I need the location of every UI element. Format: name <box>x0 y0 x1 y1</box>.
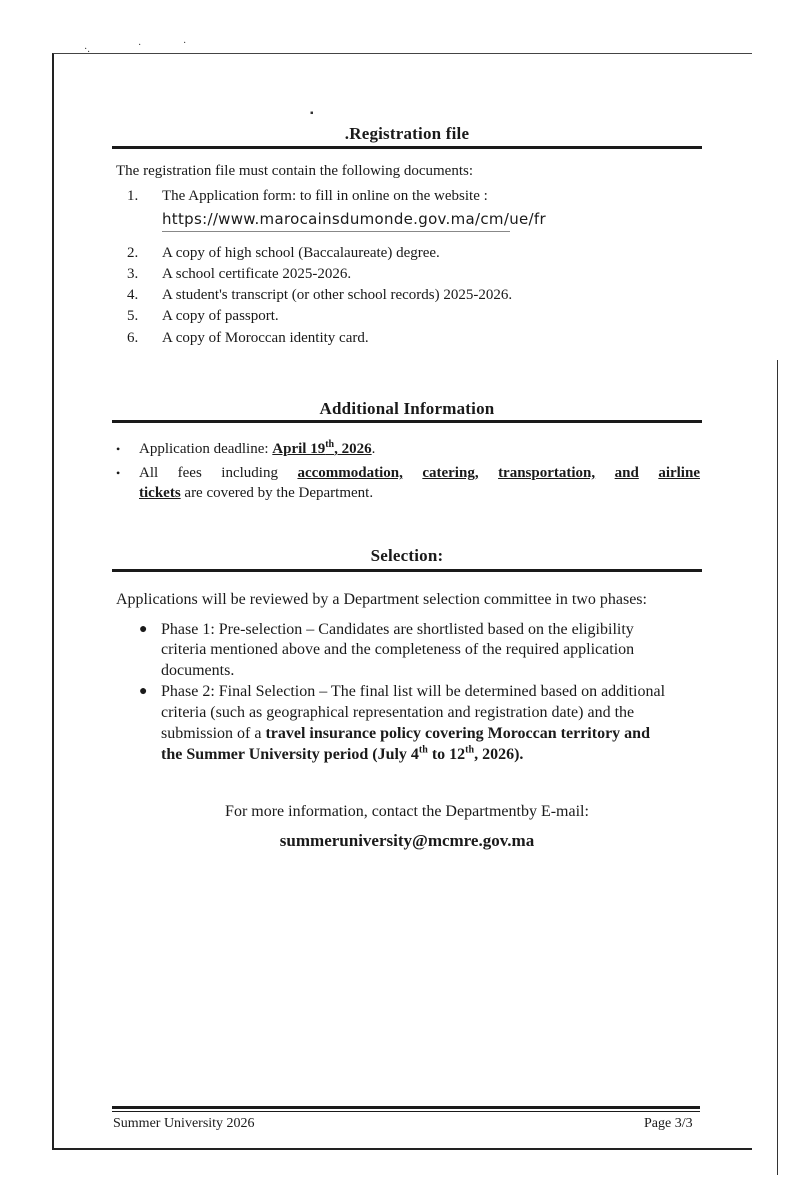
fees-line-2: tickets are covered by the Department. <box>139 485 374 501</box>
bullet: • <box>116 442 121 456</box>
footer-title: Summer University 2026 <box>113 1116 255 1131</box>
list-item: A copy of high school (Baccalaureate) degree. <box>162 245 440 261</box>
bullet: ● <box>139 684 148 699</box>
deadline-date: April 19th, 2026 <box>272 439 372 457</box>
contact-line: For more information, contact the Departmentby E-mail: <box>225 803 589 820</box>
page-edge-line <box>777 360 778 1175</box>
additional-info-title: Additional Information <box>319 399 495 418</box>
list-item: A copy of Moroccan identity card. <box>162 330 369 346</box>
phase1-line: Phase 1: Pre-selection – Candidates are shortlisted based on the eligibility <box>161 621 634 638</box>
bullet: • <box>116 466 121 480</box>
scan-speck: · <box>183 38 187 49</box>
phase1-line: documents. <box>161 662 235 679</box>
footer-rule <box>112 1111 700 1112</box>
phase2-line: criteria (such as geographical representation and registration date) and the <box>161 704 635 721</box>
phase2-line: the Summer University period (July 4th to 12th, 2026). <box>161 744 524 763</box>
list-number: 1. <box>127 188 139 204</box>
list-number: 6. <box>127 330 139 346</box>
registration-intro: The registration file must contain the following documents: <box>116 163 474 179</box>
application-url-link[interactable]: https://www.marocainsdumonde.gov.ma/cm/ue/fr <box>162 210 546 228</box>
section-rule <box>112 146 702 149</box>
section-rule <box>112 569 702 572</box>
bullet: ● <box>139 622 148 637</box>
phase2-line: Phase 2: Final Selection – The final list will be determined based on additional <box>161 683 666 700</box>
scan-speck: ·. <box>84 44 90 55</box>
url-underline <box>162 231 510 232</box>
list-item: A copy of passport. <box>162 308 279 324</box>
section-rule <box>112 420 702 423</box>
scan-speck: · <box>138 40 142 51</box>
selection-title: Selection: <box>370 546 444 565</box>
selection-intro: Applications will be reviewed by a Department selection committee in two phases: <box>116 591 647 608</box>
deadline-label: Application deadline: <box>139 441 273 457</box>
list-number: 3. <box>127 266 139 282</box>
list-number: 4. <box>127 287 139 303</box>
phase1-line: criteria mentioned above and the completeness of the required application <box>161 641 635 658</box>
fees-line: All fees including accommodation, catering, transportation, and airline <box>139 465 700 481</box>
deadline-line: Application deadline: April 19th, 2026. <box>139 439 376 457</box>
page-number: Page 3/3 <box>644 1116 693 1131</box>
phase2-line: submission of a travel insurance policy covering Moroccan territory and <box>161 725 650 742</box>
list-item: The Application form: to fill in online on the website : <box>162 188 488 204</box>
list-number: 2. <box>127 245 139 261</box>
registration-title: .Registration file <box>344 124 470 143</box>
footer-rule <box>112 1106 700 1109</box>
list-item: A school certificate 2025-2026. <box>162 266 352 282</box>
list-number: 5. <box>127 308 139 324</box>
list-item: A student's transcript (or other school records) 2025-2026. <box>162 287 513 303</box>
contact-email-link[interactable]: summeruniversity@mcmre.gov.ma <box>279 831 535 850</box>
scan-speck: ▪ <box>310 108 314 119</box>
